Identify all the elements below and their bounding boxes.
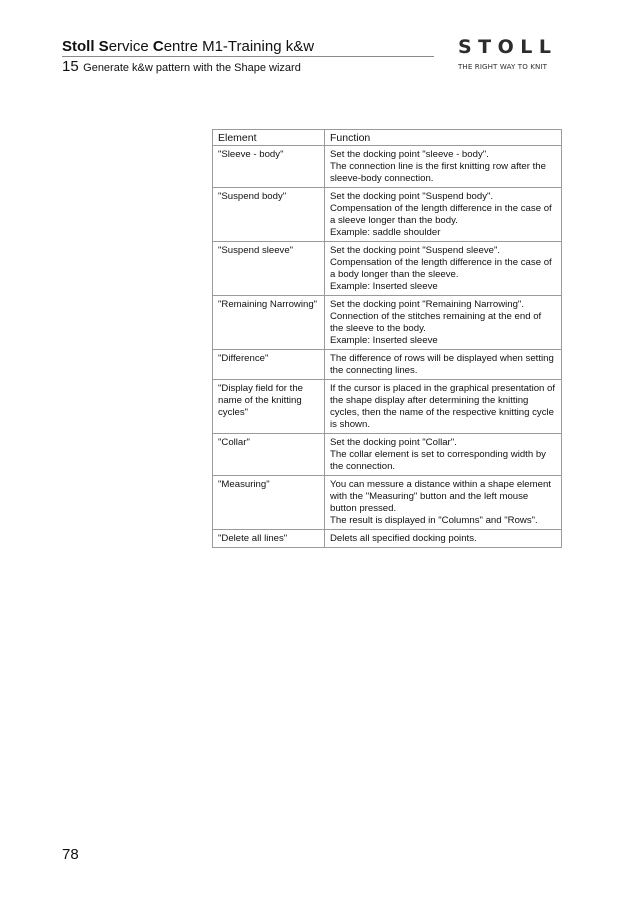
table-row xyxy=(213,530,562,548)
chapter-heading xyxy=(62,58,301,77)
element-function-table xyxy=(212,129,562,548)
function-line: The collar element is set to corresponding width by the connection. xyxy=(330,449,546,472)
table-row xyxy=(213,188,562,242)
element-cell: "Difference" xyxy=(213,350,325,380)
table-row xyxy=(213,146,562,188)
table-row xyxy=(213,350,562,380)
header-divider xyxy=(62,56,434,57)
function-cell xyxy=(325,476,562,530)
function-cell xyxy=(325,188,562,242)
table-row xyxy=(213,380,562,434)
logo-wordmark: STOLL xyxy=(458,36,558,58)
element-cell: "Suspend sleeve" xyxy=(213,242,325,296)
title-word-service: ervice xyxy=(108,38,149,55)
function-line: Example: Inserted sleeve xyxy=(330,281,438,292)
function-line: Compensation of the length difference in the case of a body longer than the sleeve. xyxy=(330,257,552,280)
chapter-number: 15 xyxy=(62,58,79,75)
element-cell: "Sleeve - body" xyxy=(213,146,325,188)
title-word-stoll: Stoll xyxy=(62,38,95,55)
table-row xyxy=(213,242,562,296)
column-header-function: Function xyxy=(325,130,562,146)
table-row xyxy=(213,476,562,530)
table-row xyxy=(213,296,562,350)
element-cell: "Measuring" xyxy=(213,476,325,530)
element-cell: "Collar" xyxy=(213,434,325,476)
function-cell xyxy=(325,242,562,296)
function-line: Set the docking point "sleeve - body". xyxy=(330,149,489,160)
function-cell xyxy=(325,146,562,188)
function-line: The connection line is the first knitting row after the sleeve-body connection. xyxy=(330,161,546,184)
element-cell: "Display field for the name of the knitting cycles" xyxy=(213,380,325,434)
function-line: Set the docking point "Suspend body". xyxy=(330,191,494,202)
function-line: Connection of the stitches remaining at the end of the sleeve to the body. xyxy=(330,311,542,334)
element-cell: "Remaining Narrowing" xyxy=(213,296,325,350)
function-line: The difference of rows will be displayed when setting the connecting lines. xyxy=(330,353,554,376)
table-header-row xyxy=(213,130,562,146)
function-line: If the cursor is placed in the graphical presentation of the shape display after determining the knitting cycles, then the name of the respective knitting cycle is shown. xyxy=(330,383,556,430)
function-line: Set the docking point "Suspend sleeve". xyxy=(330,245,501,256)
page-number: 78 xyxy=(62,846,79,863)
function-line: Example: saddle shoulder xyxy=(330,227,441,238)
function-cell xyxy=(325,350,562,380)
function-line: Compensation of the length difference in the case of a sleeve longer than the body. xyxy=(330,203,552,226)
logo-slogan: THE RIGHT WAY TO KNIT xyxy=(458,62,548,71)
element-cell: "Suspend body" xyxy=(213,188,325,242)
function-line: Set the docking point "Collar". xyxy=(330,437,457,448)
function-line: Set the docking point "Remaining Narrowing". xyxy=(330,299,524,310)
document-header-title xyxy=(62,38,314,56)
table-row xyxy=(213,434,562,476)
function-line: Delets all specified docking points. xyxy=(330,533,477,544)
function-cell xyxy=(325,296,562,350)
title-initial-s: S xyxy=(98,38,109,55)
function-line: You can messure a distance within a shape element with the "Measuring" button and the left mouse button pressed. xyxy=(330,479,551,514)
function-cell xyxy=(325,530,562,548)
column-header-element: Element xyxy=(213,130,325,146)
element-cell: "Delete all lines" xyxy=(213,530,325,548)
title-word-centre: entre M1-Training k&w xyxy=(163,38,315,55)
stoll-logo xyxy=(458,36,562,71)
function-line: The result is displayed in "Columns" and "Rows". xyxy=(330,515,538,526)
function-line: Example: Inserted sleeve xyxy=(330,335,438,346)
chapter-title: Generate k&w pattern with the Shape wizard xyxy=(83,62,301,74)
function-cell xyxy=(325,380,562,434)
function-cell xyxy=(325,434,562,476)
title-initial-c: C xyxy=(152,38,164,55)
